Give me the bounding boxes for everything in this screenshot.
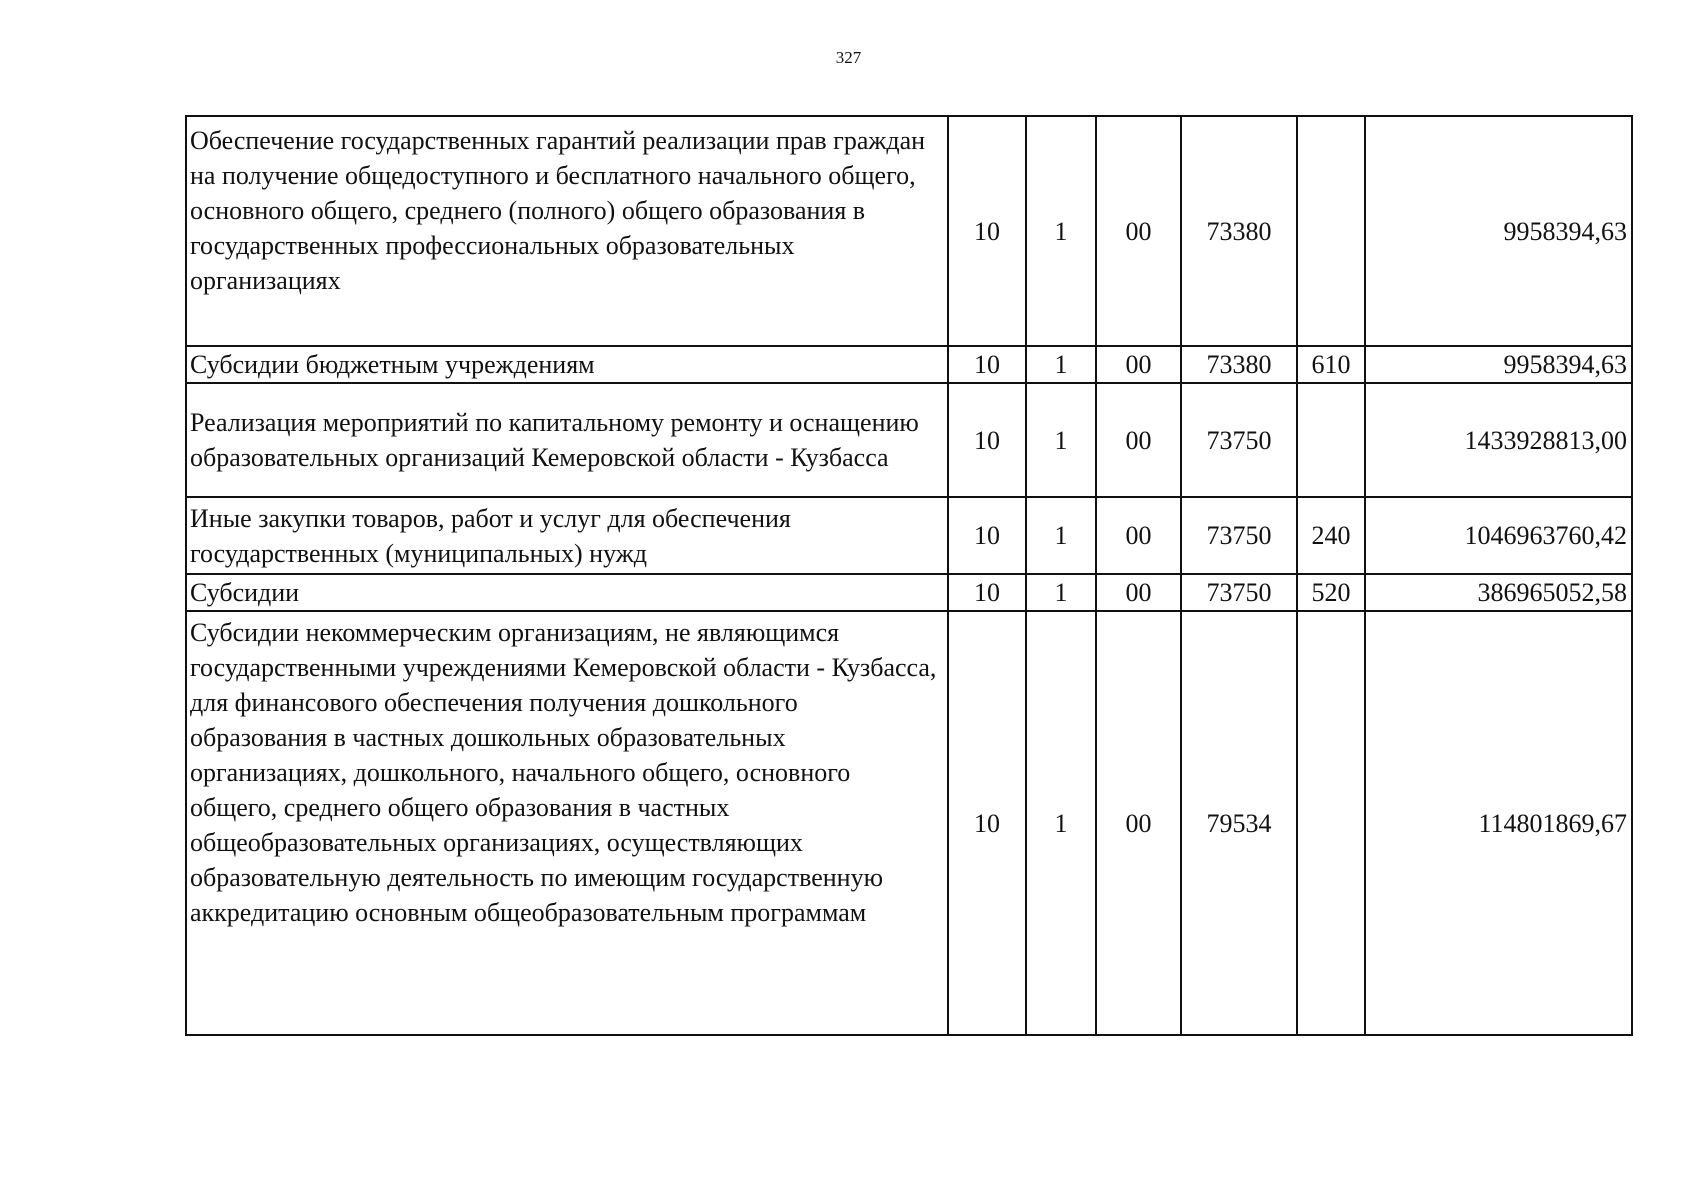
row-name: Субсидии	[186, 574, 948, 611]
table-row	[186, 497, 1632, 574]
table-row	[186, 611, 1632, 1035]
row-subsection: 1	[1026, 574, 1096, 611]
row-expense-type	[1297, 383, 1365, 497]
row-item: 73380	[1181, 116, 1297, 346]
row-program: 00	[1096, 611, 1181, 1035]
row-item: 79534	[1181, 611, 1297, 1035]
budget-table	[185, 115, 1633, 1036]
row-name: Субсидии бюджетным учреждениям	[186, 346, 948, 383]
row-name: Субсидии некоммерческим организациям, не являющимся государственными учреждениями Кемеровской области - Кузбасса, для финансового обеспечения получения дошкольного образования в частных дошкольных образовательных организациях, дошкольного, начального общего, основного общего, среднего общего образования в частных общеобразовательных организациях, осуществляющих образовательную деятельность по имеющим государственную аккредитацию основным общеобразовательным программам	[186, 611, 948, 1035]
table-row	[186, 574, 1632, 611]
row-section: 10	[948, 116, 1026, 346]
table-row	[186, 346, 1632, 383]
row-expense-type: 240	[1297, 497, 1365, 574]
row-program: 00	[1096, 574, 1181, 611]
page-number: 327	[835, 48, 862, 67]
table-row	[186, 383, 1632, 497]
row-name: Иные закупки товаров, работ и услуг для обеспечения государственных (муниципальных) нужд	[186, 497, 948, 574]
row-expense-type: 610	[1297, 346, 1365, 383]
row-amount: 9958394,63	[1365, 346, 1632, 383]
row-section: 10	[948, 611, 1026, 1035]
row-program: 00	[1096, 116, 1181, 346]
row-amount: 9958394,63	[1365, 116, 1632, 346]
row-section: 10	[948, 497, 1026, 574]
row-amount: 386965052,58	[1365, 574, 1632, 611]
table-row	[186, 116, 1632, 346]
row-name: Реализация мероприятий по капитальному ремонту и оснащению образовательных организаций Кемеровской области - Кузбасса	[186, 383, 948, 497]
row-item: 73750	[1181, 574, 1297, 611]
row-amount: 1433928813,00	[1365, 383, 1632, 497]
row-subsection: 1	[1026, 497, 1096, 574]
row-item: 73380	[1181, 346, 1297, 383]
row-subsection: 1	[1026, 116, 1096, 346]
row-amount: 1046963760,42	[1365, 497, 1632, 574]
row-section: 10	[948, 383, 1026, 497]
row-item: 73750	[1181, 383, 1297, 497]
row-program: 00	[1096, 383, 1181, 497]
row-item: 73750	[1181, 497, 1297, 574]
row-subsection: 1	[1026, 346, 1096, 383]
row-name: Обеспечение государственных гарантий реализации прав граждан на получение общедоступного и бесплатного начального общего, основного общего, среднего (полного) общего образования в государственных профессиональных образовательных организациях	[186, 116, 948, 346]
row-program: 00	[1096, 346, 1181, 383]
row-expense-type	[1297, 611, 1365, 1035]
row-section: 10	[948, 346, 1026, 383]
row-expense-type	[1297, 116, 1365, 346]
row-section: 10	[948, 574, 1026, 611]
row-program: 00	[1096, 497, 1181, 574]
row-expense-type: 520	[1297, 574, 1365, 611]
row-subsection: 1	[1026, 611, 1096, 1035]
row-subsection: 1	[1026, 383, 1096, 497]
row-amount: 114801869,67	[1365, 611, 1632, 1035]
